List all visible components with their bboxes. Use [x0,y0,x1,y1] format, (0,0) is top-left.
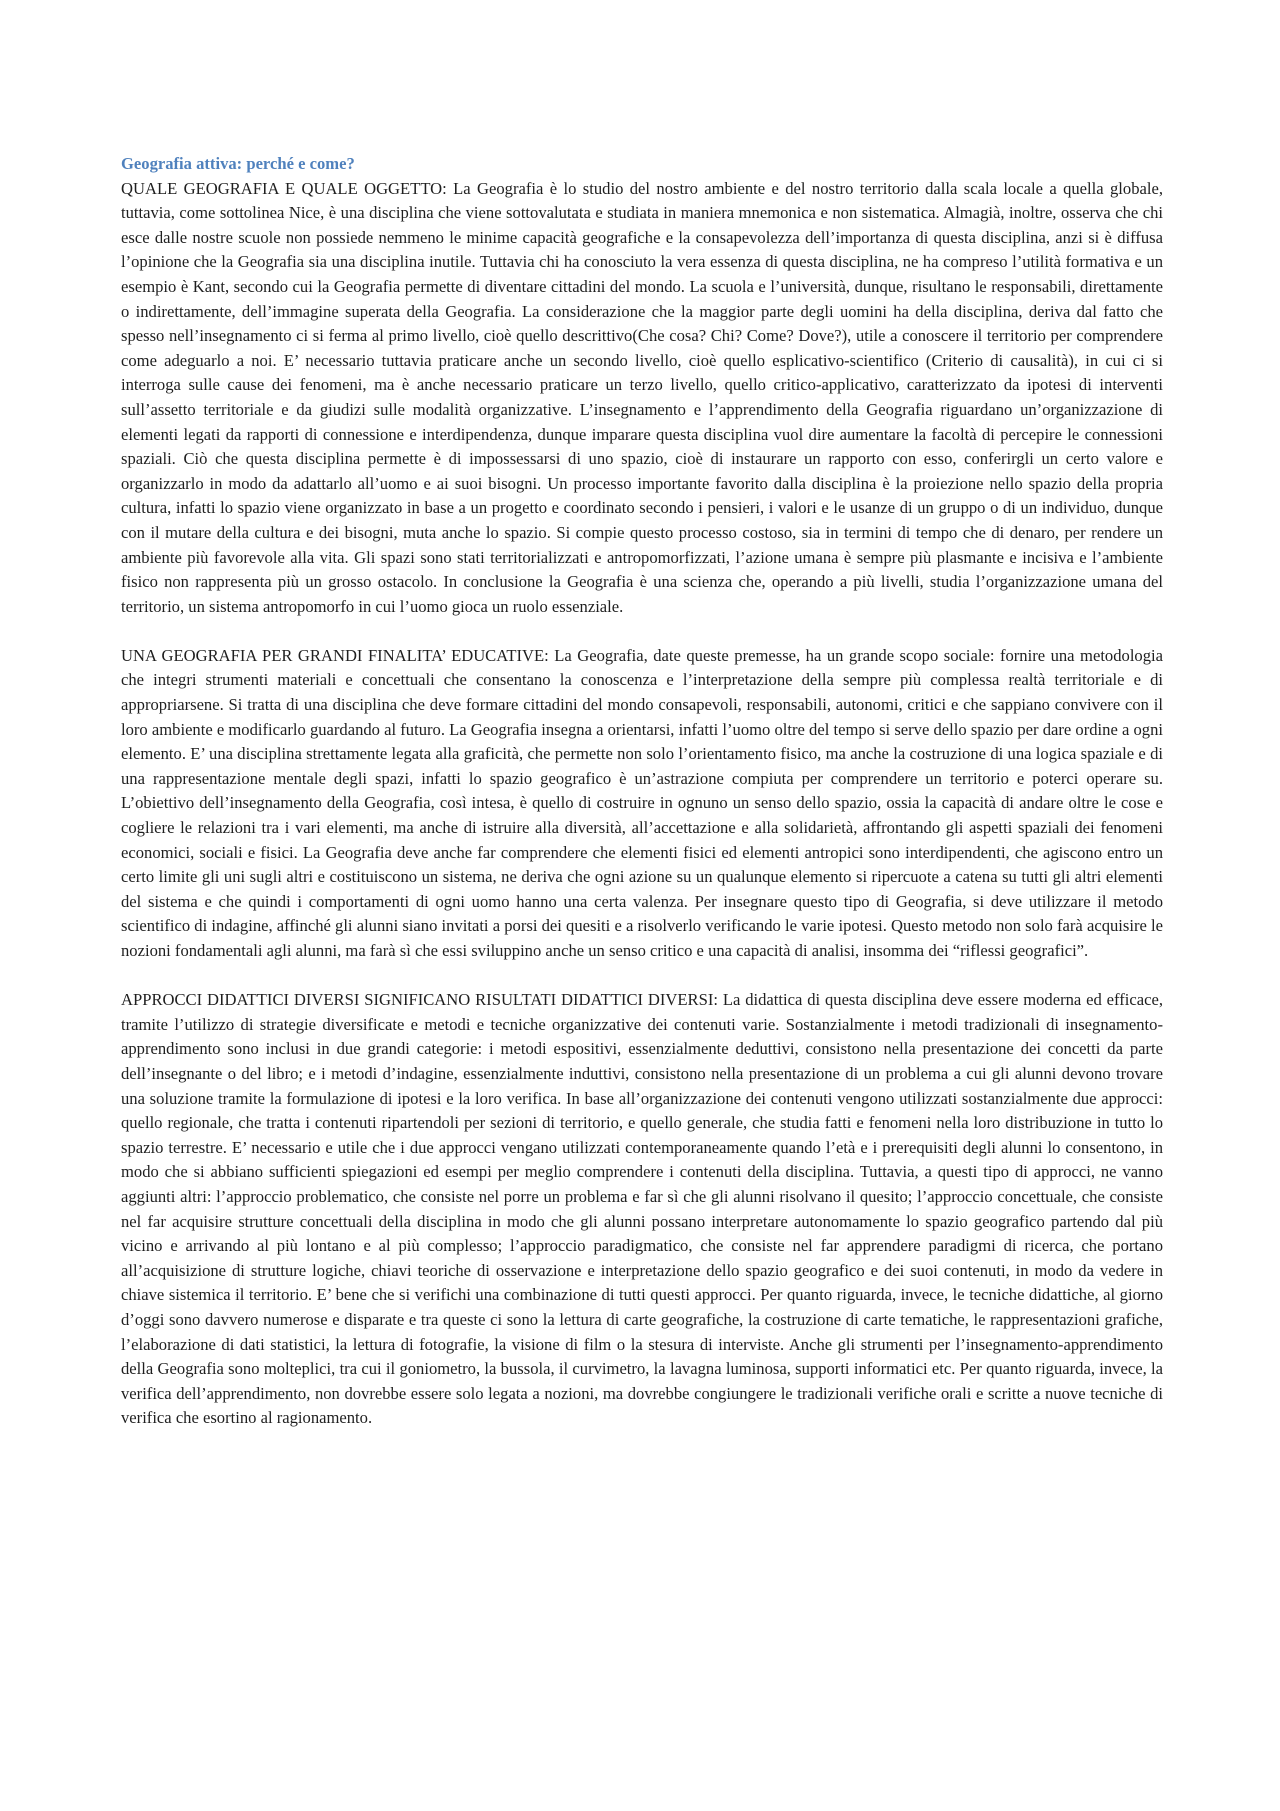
paragraph-quale-geografia: QUALE GEOGRAFIA E QUALE OGGETTO: La Geografia è lo studio del nostro ambiente e del nostro territorio dalla scala locale a quella globale, tuttavia, come sottolinea Nice, è una disciplina che viene sottovalutata e studiata in maniera mnemonica e non sistematica. Almagià, inoltre, osserva che chi esce dalle nostre scuole non possiede nemmeno le minime capacità geografiche e la consapevolezza dell’importanza di questa disciplina, anzi si è diffusa l’opinione che la Geografia sia una disciplina inutile. Tuttavia chi ha conosciuto la vera essenza di questa disciplina, ne ha compreso l’utilità formativa e un esempio è Kant, secondo cui la Geografia permette di diventare cittadini del mondo. La scuola e l’università, dunque, risultano le responsabili, direttamente o indirettamente, dell’immagine superata della Geografia. La considerazione che la maggior parte degli uomini ha della disciplina, deriva dal fatto che spesso nell’insegnamento ci si ferma al primo livello, cioè quello descrittivo(Che cosa? Chi? Come? Dove?), utile a conoscere il territorio per comprendere come adeguarlo a noi. E’ necessario tuttavia praticare anche un secondo livello, cioè quello esplicativo-scientifico (Criterio di causalità), in cui ci si interroga sulle cause dei fenomeni, ma è anche necessario praticare un terzo livello, quello critico-applicativo, caratterizzato da ipotesi di interventi sull’assetto territoriale e da giudizi sulle modalità organizzative. L’insegnamento e l’apprendimento della Geografia riguardano un’organizzazione di elementi legati da rapporti di connessione e interdipendenza, dunque imparare questa disciplina vuol dire aumentare la facoltà di percepire le connessioni spaziali. Ciò che questa disciplina permette è di impossessarsi di uno spazio, cioè di instaurare un rapporto con esso, conferirgli un certo valore e organizzarlo in modo da adattarlo all’uomo e ai suoi bisogni. Un processo importante favorito dalla disciplina è la proiezione nello spazio della propria cultura, infatti lo spazio viene organizzato in base a un progetto e coordinato secondo i pensieri, i valori e le usanze di un gruppo o di un individuo, dunque con il mutare della cultura e dei bisogni, muta anche lo spazio. Si compie questo processo costoso, sia in termini di tempo che di denaro, per rendere un ambiente più favorevole alla vita. Gli spazi sono stati territorializzati e antropomorfizzati, l’azione umana è sempre più plasmante e incisiva e l’ambiente fisico non rappresenta più un grosso ostacolo. In conclusione la Geografia è una scienza che, operando a più livelli, studia l’organizzazione umana del territorio, un sistema antropomorfo in cui l’uomo gioca un ruolo essenziale. [121,178,1163,616]
document-page [121,152,1163,1431]
paragraph-spacer [121,964,1163,989]
paragraph-approcci-didattici: APPROCCI DIDATTICI DIVERSI SIGNIFICANO RISULTATI DIDATTICI DIVERSI: La didattica di questa disciplina deve essere moderna ed efficace, tramite l’utilizzo di strategie diversificate e metodi e tecniche organizzative dei contenuti varie. Sostanzialmente i metodi tradizionali di insegnamento-apprendimento sono inclusi in due grandi categorie: i metodi espositivi, essenzialmente deduttivi, consistono nella presentazione dei concetti da parte dell’insegnante o del libro; e i metodi d’indagine, essenzialmente induttivi, consistono nella presentazione di un problema a cui gli alunni devono trovare una soluzione tramite la formulazione di ipotesi e la loro verifica. In base all’organizzazione dei contenuti vengono utilizzati sostanzialmente due approcci: quello regionale, che tratta i contenuti ripartendoli per sezioni di territorio, e quello generale, che studia fatti e fenomeni nella loro distribuzione in tutto lo spazio terrestre. E’ necessario e utile che i due approcci vengano utilizzati contemporaneamente quando l’età e i prerequisiti degli alunni lo consentono, in modo che si abbiano sufficienti spiegazioni ed esempi per meglio comprendere i contenuti della disciplina. Tuttavia, a questi tipo di approcci, ne vanno aggiunti altri: l’approccio problematico, che consiste nel porre un problema e far sì che gli alunni risolvano il quesito; l’approccio concettuale, che consiste nel far acquisire strutture concettuali della disciplina in modo che gli alunni possano interpretare autonomamente lo spazio geografico partendo dal più vicino e arrivando al più lontano e al più complesso; l’approccio paradigmatico, che consiste nel far apprendere paradigmi di ricerca, che portano all’acquisizione di strutture logiche, chiavi teoriche di osservazione e interpretazione dello spazio geografico e dei suoi contenuti, in modo da vedere in chiave sistemica il territorio. E’ bene che si verifichi una combinazione di tutti questi approcci. Per quanto riguarda, invece, le tecniche didattiche, al giorno d’oggi sono davvero numerose e disparate e tra queste ci sono la lettura di carte geografiche, la costruzione di carte tematiche, le rappresentazioni grafiche, l’elaborazione di dati statistici, la lettura di fotografie, la visione di film o la stesura di interviste. Anche gli strumenti per l’insegnamento-apprendimento della Geografia sono molteplici, tra cui il goniometro, la bussola, il curvimetro, la lavagna luminosa, supporti informatici etc. Per quanto riguarda, invece, la verifica dell’apprendimento, non dovrebbe essere solo legata a nozioni, ma dovrebbe congiungere le tradizionali verifiche orali e scritte a nuove tecniche di verifica che esortino al ragionamento. [121,990,1163,1428]
document-title: Geografia attiva: perché e come? [121,154,355,173]
paragraph-spacer [121,619,1163,644]
paragraph-finalita-educative: UNA GEOGRAFIA PER GRANDI FINALITA’ EDUCATIVE: La Geografia, date queste premesse, ha un grande scopo sociale: fornire una metodologia che integri strumenti materiali e concettuali che consentano la conoscenza e l’interpretazione della sempre più complessa realtà territoriale e di appropriarsene. Si tratta di una disciplina che deve formare cittadini del mondo consapevoli, responsabili, autonomi, critici e che sappiano convivere con il loro ambiente e modificarlo guardando al futuro. La Geografia insegna a orientarsi, infatti l’uomo oltre del tempo si serve dello spazio per dare ordine a ogni elemento. E’ una disciplina strettamente legata alla graficità, che permette non solo l’orientamento fisico, ma anche la costruzione di una logica spaziale e di una rappresentazione mentale degli spazi, infatti lo spazio geografico è un’astrazione compiuta per comprendere un territorio e poterci operare su. L’obiettivo dell’insegnamento della Geografia, così intesa, è quello di costruire in ognuno un senso dello spazio, ossia la capacità di andare oltre le cose e cogliere le relazioni tra i vari elementi, ma anche di istruire alla diversità, all’accettazione e alla solidarietà, affrontando gli aspetti spaziali dei fenomeni economici, sociali e fisici. La Geografia deve anche far comprendere che elementi fisici ed elementi antropici sono interdipendenti, che agiscono entro un certo limite gli uni sugli altri e costituiscono un sistema, ne deriva che ogni azione su un qualunque elemento si ripercuote a catena su tutti gli altri elementi del sistema e che quindi i comportamenti di ogni uomo hanno una certa valenza. Per insegnare questo tipo di Geografia, si deve utilizzare il metodo scientifico di indagine, affinché gli alunni siano invitati a porsi dei quesiti e a risolverlo verificando le varie ipotesi. Questo metodo non solo farà acquisire le nozioni fondamentali agli alunni, ma farà sì che essi sviluppino anche un senso critico e una capacità di analisi, insomma dei “riflessi geografici”. [121,645,1163,960]
